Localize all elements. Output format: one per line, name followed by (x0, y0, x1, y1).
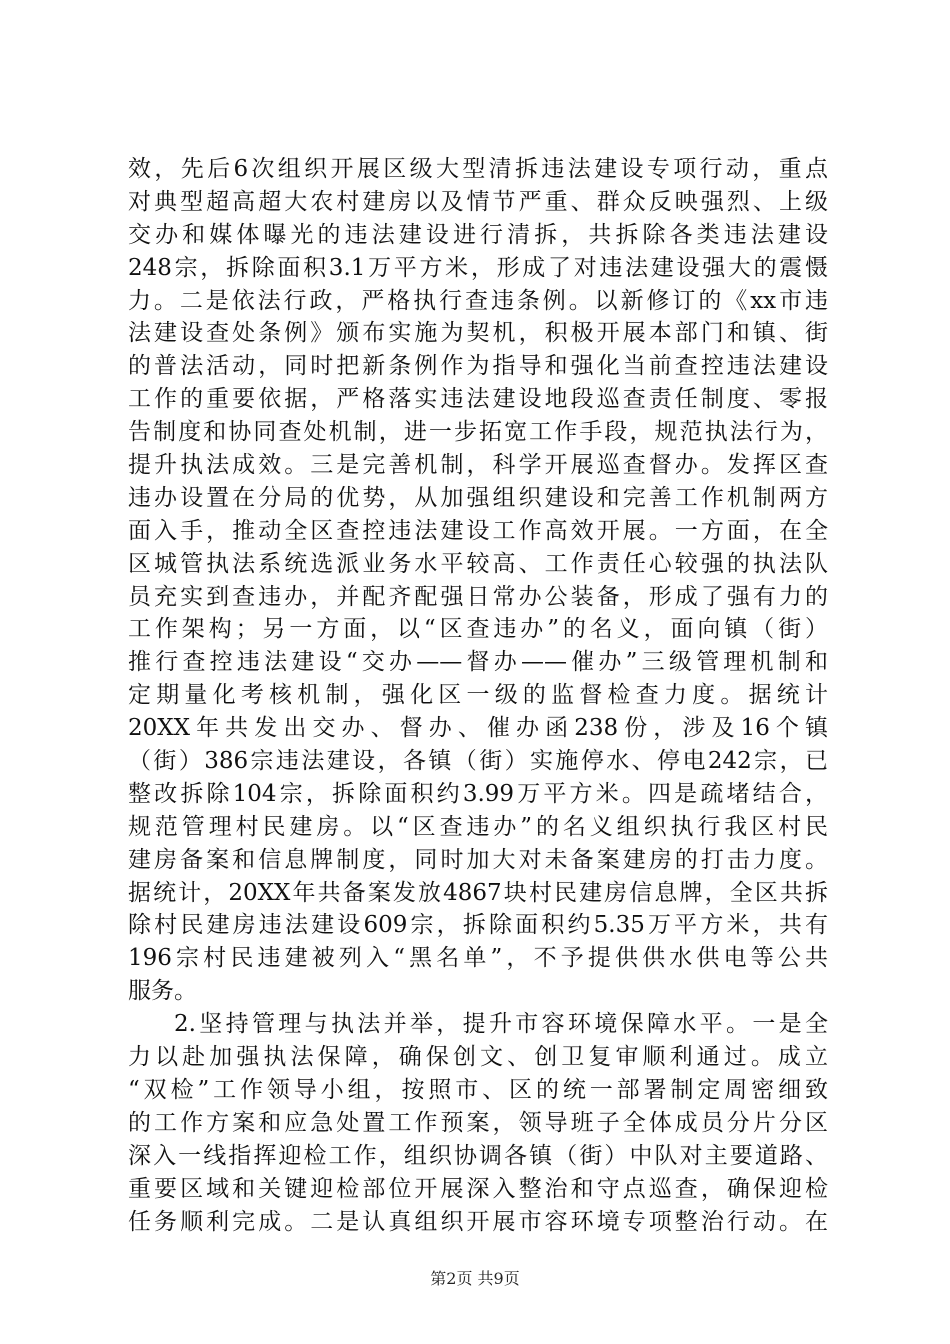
text-line-1: 效，先后6次组织开展区级大型清拆违法建设专项行动，重点 (128, 156, 828, 182)
text-line-3: 交办和媒体曝光的违法建设进行清拆，共拆除各类违法建设 (128, 221, 828, 248)
text-line-9: 告制度和协同查处机制，进一步拓宽工作手段，规范执法行为， (128, 419, 828, 446)
text-line-4: 248宗，拆除面积3.1万平方米，形成了对违法建设强大的震慑 (128, 254, 828, 281)
text-line-25: 196宗村民违建被列入“黑名单”，不予提供供水供电等公共 (128, 945, 828, 972)
page-number-label: 第2页 共9页 (430, 1269, 520, 1288)
text-line-13: 区城管执法系统选派业务水平较高、工作责任心较强的执法队 (128, 550, 828, 577)
text-line-11: 违办设置在分局的优势，从加强组织建设和完善工作机制两方 (128, 484, 828, 511)
text-line-6: 法建设查处条例》颁布实施为契机，积极开展本部门和镇、街 (128, 320, 828, 347)
text-line-32: 重要区域和关键迎检部位开展深入整治和守点巡查，确保迎检 (128, 1175, 828, 1202)
text-line-12: 面入手，推动全区查控违法建设工作高效开展。一方面，在全 (128, 517, 828, 544)
text-line-8: 工作的重要依据，严格落实违法建设地段巡查责任制度、零报 (128, 386, 828, 413)
text-line-5: 力。二是依法行政，严格执行查违条例。以新修订的《xx市违 (128, 287, 828, 314)
text-line-24: 除村民建房违法建设609宗，拆除面积约5.35万平方米，共有 (128, 912, 828, 939)
text-line-10: 提升执法成效。三是完善机制，科学开展巡查督办。发挥区查 (128, 452, 828, 479)
body-text (128, 153, 828, 1238)
text-line-30: 的工作方案和应急处置工作预案，领导班子全体成员分片分区 (128, 1109, 828, 1136)
text-line-29: “双检”工作领导小组，按照市、区的统一部署制定周密细致 (128, 1076, 828, 1103)
page-footer (0, 1266, 950, 1289)
text-line-2: 对典型超高超大农村建房以及情节严重、群众反映强烈、上级 (128, 188, 828, 215)
text-line-17: 定期量化考核机制，强化区一级的监督检查力度。据统计 (128, 682, 828, 709)
text-line-21: 规范管理村民建房。以“区查违办”的名义组织执行我区村民 (128, 813, 828, 840)
text-line-22: 建房备案和信息牌制度，同时加大对未备案建房的打击力度。 (128, 846, 828, 873)
text-line-28: 力以赴加强执法保障，确保创文、创卫复审顺利通过。成立 (128, 1044, 828, 1071)
text-line-16: 推行查控违法建设“交办——督办——催办”三级管理机制和 (128, 649, 828, 676)
text-line-26: 服务。 (128, 978, 197, 1005)
text-line-27: 2.坚持管理与执法并举，提升市容环境保障水平。一是全 (174, 1011, 828, 1038)
text-line-23: 据统计，20XX年共备案发放4867块村民建房信息牌，全区共拆 (128, 879, 828, 906)
text-line-33: 任务顺利完成。二是认真组织开展市容环境专项整治行动。在 (128, 1208, 828, 1235)
text-line-7: 的普法活动，同时把新条例作为指导和强化当前查控违法建设 (128, 353, 828, 380)
text-line-15: 工作架构；另一方面，以“区查违办”的名义，面向镇（街） (128, 616, 828, 643)
text-line-14: 员充实到查违办，并配齐配强日常办公装备，形成了强有力的 (128, 583, 828, 610)
text-line-18: 20XX年共发出交办、督办、催办函238份，涉及16个镇 (128, 715, 828, 742)
text-line-31: 深入一线指挥迎检工作，组织协调各镇（街）中队对主要道路、 (128, 1142, 828, 1169)
text-line-19: （街）386宗违法建设，各镇（街）实施停水、停电242宗，已 (128, 748, 828, 775)
text-line-20: 整改拆除104宗，拆除面积约3.99万平方米。四是疏堵结合， (128, 780, 828, 807)
